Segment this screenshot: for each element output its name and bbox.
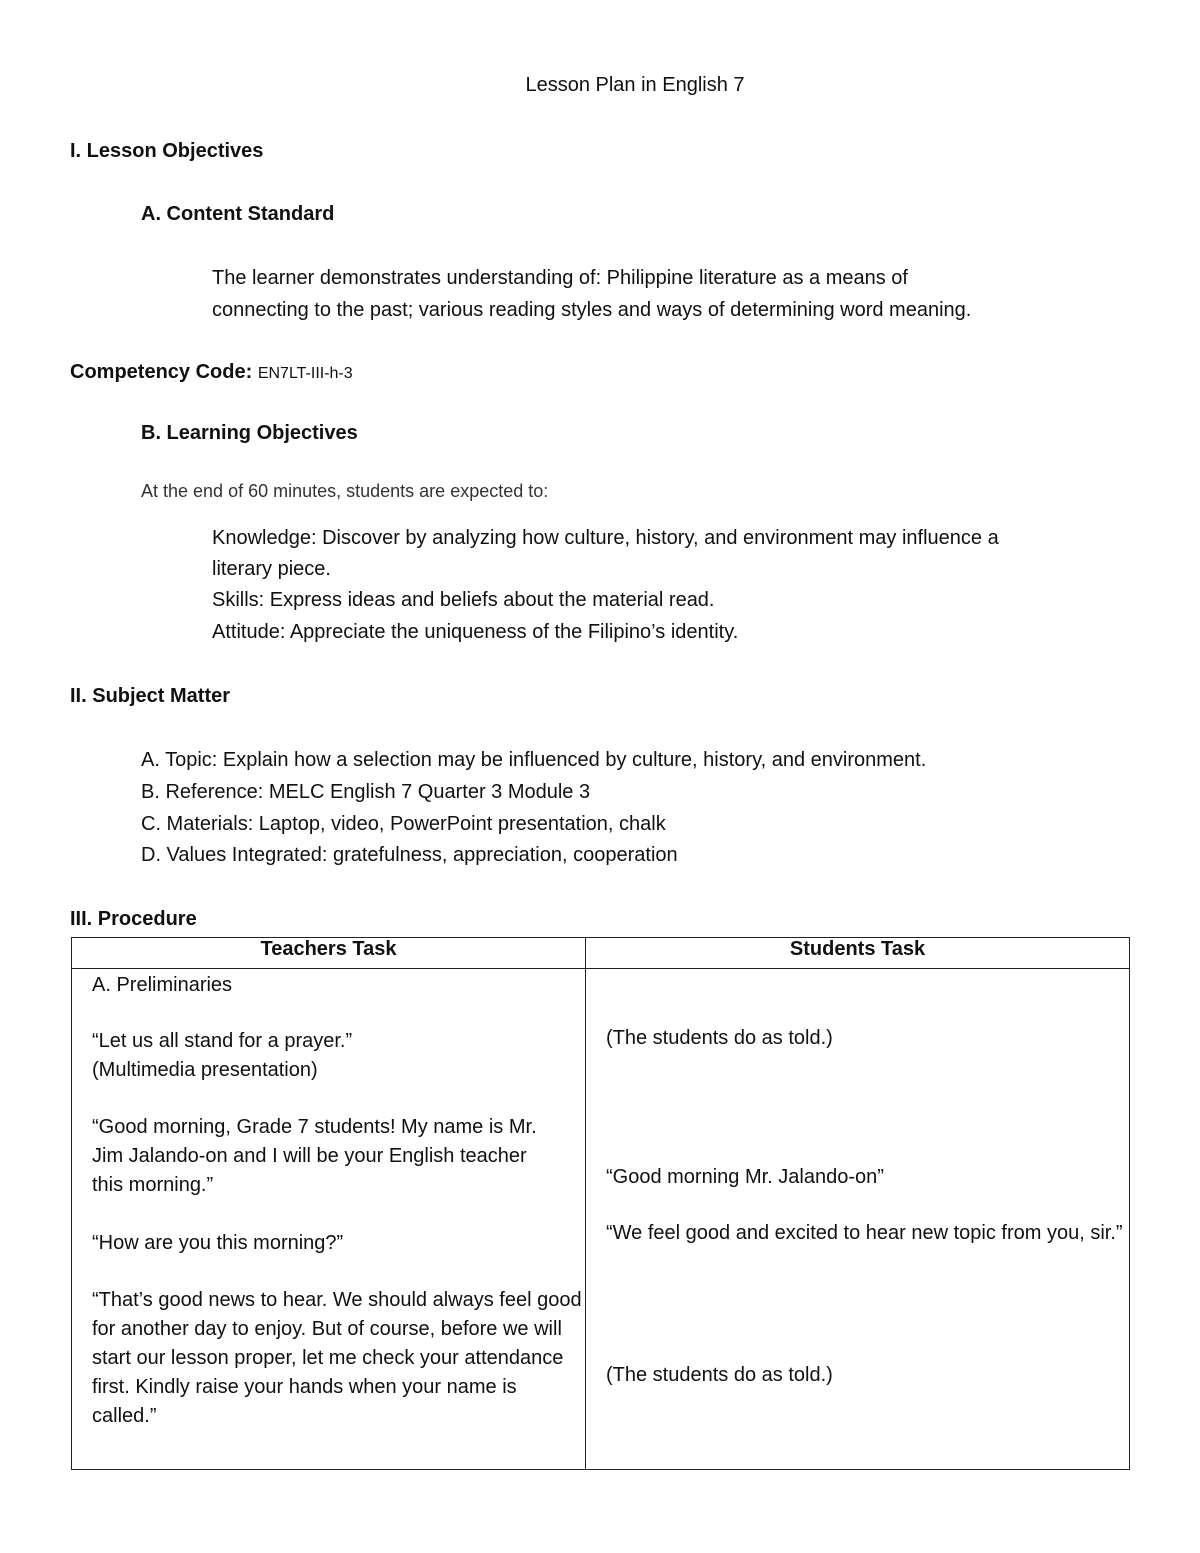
teacher-line: “Let us all stand for a prayer.”	[92, 1030, 353, 1052]
teachers-task-cell	[72, 969, 586, 1470]
subject-matter-item: A. Topic: Explain how a selection may be influenced by culture, history, and environment.	[141, 749, 927, 771]
content-standard-heading: A. Content Standard	[141, 203, 335, 225]
section-heading-subject-matter: II. Subject Matter	[70, 685, 231, 707]
teacher-line: “Good morning, Grade 7 students! My name is Mr. Jim Jalando-on and I will be your English teacher this morning.”	[92, 1116, 537, 1196]
objective-skills: Skills: Express ideas and beliefs about the material read.	[212, 589, 715, 611]
subject-matter-item: D. Values Integrated: gratefulness, appreciation, cooperation	[141, 844, 678, 866]
page-title: Lesson Plan in English 7	[525, 74, 745, 96]
procedure-table-header	[72, 938, 1130, 969]
competency-code-value: EN7LT-III-h-3	[257, 365, 353, 382]
students-task-cell	[586, 969, 1130, 1470]
table-row	[72, 969, 1130, 1470]
teacher-line: “That’s good news to hear. We should always feel good for another day to enjoy. But of course, before we will start our lesson proper, let me check your attendance first. Kindly raise your hands when your name is called.”	[92, 1289, 582, 1427]
teacher-preliminaries: A. Preliminaries	[92, 974, 233, 996]
section-heading-objectives: I. Lesson Objectives	[70, 140, 264, 162]
subject-matter-item: B. Reference: MELC English 7 Quarter 3 Module 3	[141, 781, 591, 803]
column-header-teachers-task: Teachers Task	[72, 938, 586, 969]
learning-objectives-heading: B. Learning Objectives	[141, 422, 358, 444]
objective-attitude: Attitude: Appreciate the uniqueness of the Filipino’s identity.	[212, 621, 739, 643]
column-header-students-task: Students Task	[586, 938, 1130, 969]
content-standard-line-1: The learner demonstrates understanding of: Philippine literature as a means of	[212, 267, 908, 289]
section-heading-procedure: III. Procedure	[70, 908, 197, 930]
teacher-line: (Multimedia presentation)	[92, 1059, 318, 1081]
procedure-table	[71, 937, 1130, 1470]
objective-knowledge-line-2: literary piece.	[212, 558, 331, 580]
competency-code-row	[70, 360, 353, 384]
student-line: “Good morning Mr. Jalando-on”	[606, 1166, 884, 1188]
content-standard-line-2: connecting to the past; various reading styles and ways of determining word meaning.	[212, 299, 972, 321]
teacher-line: “How are you this morning?”	[92, 1232, 344, 1254]
subject-matter-item: C. Materials: Laptop, video, PowerPoint presentation, chalk	[141, 813, 666, 835]
objective-knowledge-line-1: Knowledge: Discover by analyzing how culture, history, and environment may influence a	[212, 527, 999, 549]
learning-objectives-intro: At the end of 60 minutes, students are expected to:	[141, 481, 549, 501]
competency-code-label: Competency Code:	[70, 361, 253, 383]
student-line: (The students do as told.)	[606, 1364, 833, 1386]
student-line: (The students do as told.)	[606, 1027, 833, 1049]
student-line: “We feel good and excited to hear new topic from you, sir.”	[606, 1222, 1123, 1244]
